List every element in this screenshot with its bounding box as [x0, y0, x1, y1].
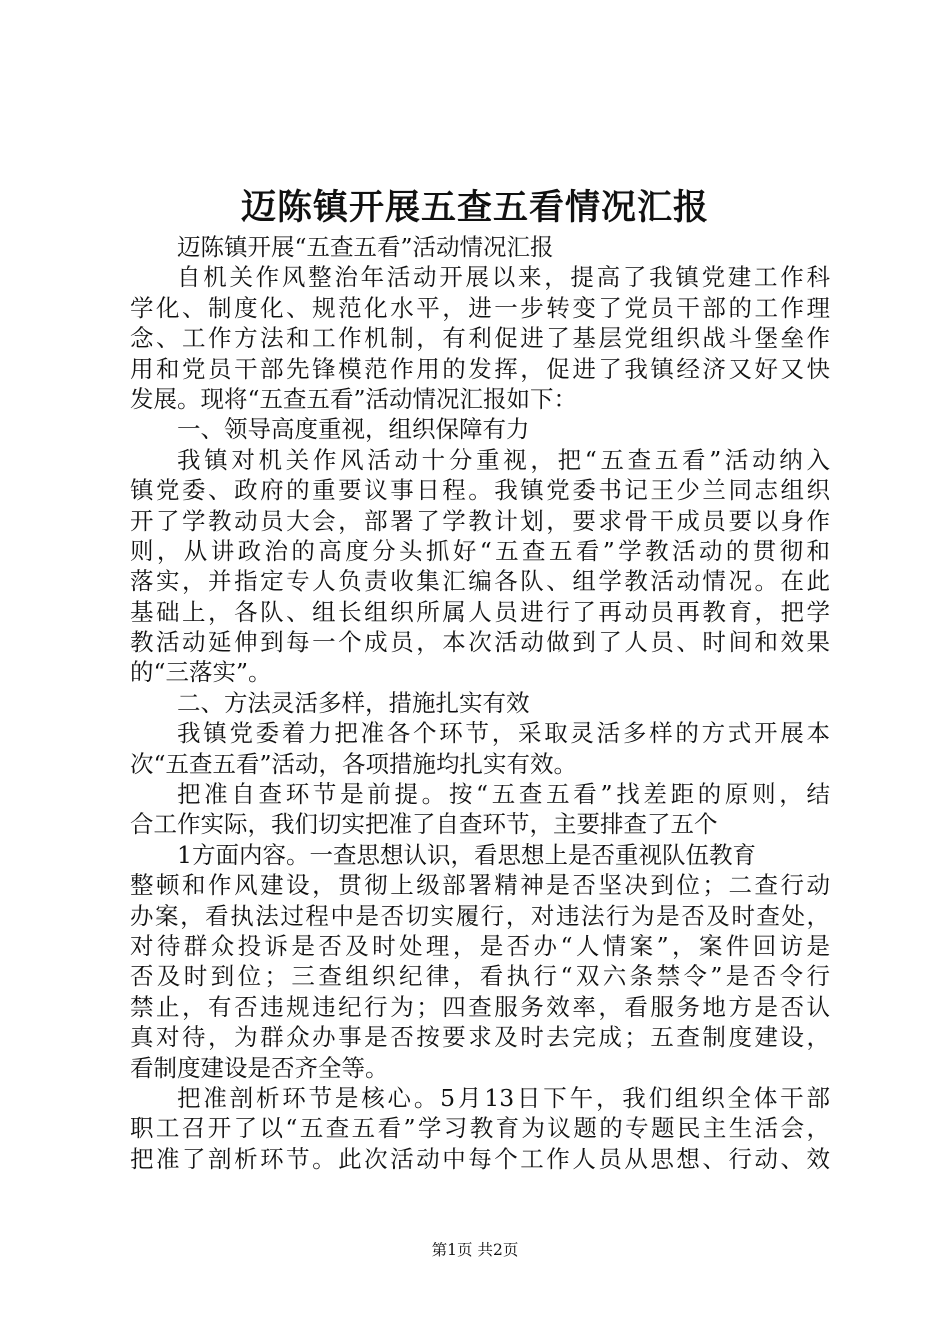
text-line: 看制度建设是否齐全等。 [130, 1053, 389, 1082]
page-footer: 第1页 共2页 [431, 1241, 519, 1259]
document-body [130, 232, 830, 1174]
text-line: 对待群众投诉是否及时处理，是否办“人情案”，案件回访是 [130, 931, 830, 960]
text-line: 开了学教动员大会，部署了学教计划，要求骨干成员要以身作 [130, 506, 830, 535]
text-line: 用和党员干部先锋模范作用的发挥，促进了我镇经济又好又快 [130, 354, 830, 383]
text-line: 真对待，为群众办事是否按要求及时去完成；五查制度建设， [130, 1023, 830, 1052]
text-line: 把准剖析环节是核心。5月13日下午，我们组织全体干部 [177, 1083, 830, 1112]
text-line: 职工召开了以“五查五看”学习教育为议题的专题民主生活会， [130, 1114, 830, 1143]
text-line: 把准了剖析环节。此次活动中每个工作人员从思想、行动、效 [130, 1144, 830, 1173]
text-line: 合工作实际，我们切实把准了自查环节，主要排查了五个 [130, 810, 718, 839]
text-line: 整顿和作风建设，贯彻上级部署精神是否坚决到位；二查行动 [130, 871, 830, 900]
document-title: 迈陈镇开展五查五看情况汇报 [240, 187, 709, 228]
text-line: 禁止，有否违规违纪行为；四查服务效率，看服务地方是否认 [130, 992, 830, 1021]
text-line: 学化、制度化、规范化水平，进一步转变了党员干部的工作理 [130, 293, 830, 322]
text-line: 念、工作方法和工作机制，有利促进了基层党组织战斗堡垒作 [130, 324, 830, 353]
text-line: 教活动延伸到每一个成员，本次活动做到了人员、时间和效果 [130, 628, 830, 657]
text-line: 迈陈镇开展“五查五看”活动情况汇报 [177, 233, 554, 261]
text-line: 基础上，各队、组长组织所属人员进行了再动员再教育，把学 [130, 597, 830, 626]
text-line: 1方面内容。一查思想认识，看思想上是否重视队伍教育 [177, 840, 756, 869]
text-line: 自机关作风整治年活动开展以来，提高了我镇党建工作科 [177, 263, 830, 292]
text-line: 落实，并指定专人负责收集汇编各队、组学教活动情况。在此 [130, 567, 830, 596]
text-line: 我镇党委着力把准各个环节，采取灵活多样的方式开展本 [177, 719, 830, 748]
text-line: 一、领导高度重视，组织保障有力 [177, 415, 530, 444]
text-line: 把准自查环节是前提。按“五查五看”找差距的原则，结 [177, 780, 830, 809]
text-line: 我镇对机关作风活动十分重视，把“五查五看”活动纳入 [177, 445, 830, 474]
text-line: 办案，看执法过程中是否切实履行，对违法行为是否及时查处， [130, 901, 830, 930]
text-line: 否及时到位；三查组织纪律，看执行“双六条禁令”是否令行 [130, 962, 830, 991]
text-line: 次“五查五看”活动，各项措施均扎实有效。 [130, 749, 578, 778]
text-line: 发展。现将“五查五看”活动情况汇报如下： [130, 384, 578, 413]
text-line: 则，从讲政治的高度分头抓好“五查五看”学教活动的贯彻和 [130, 536, 830, 565]
text-line: 二、方法灵活多样，措施扎实有效 [177, 688, 530, 717]
text-line: 的“三落实”。 [130, 658, 272, 687]
text-line: 镇党委、政府的重要议事日程。我镇党委书记王少兰同志组织 [130, 476, 830, 505]
